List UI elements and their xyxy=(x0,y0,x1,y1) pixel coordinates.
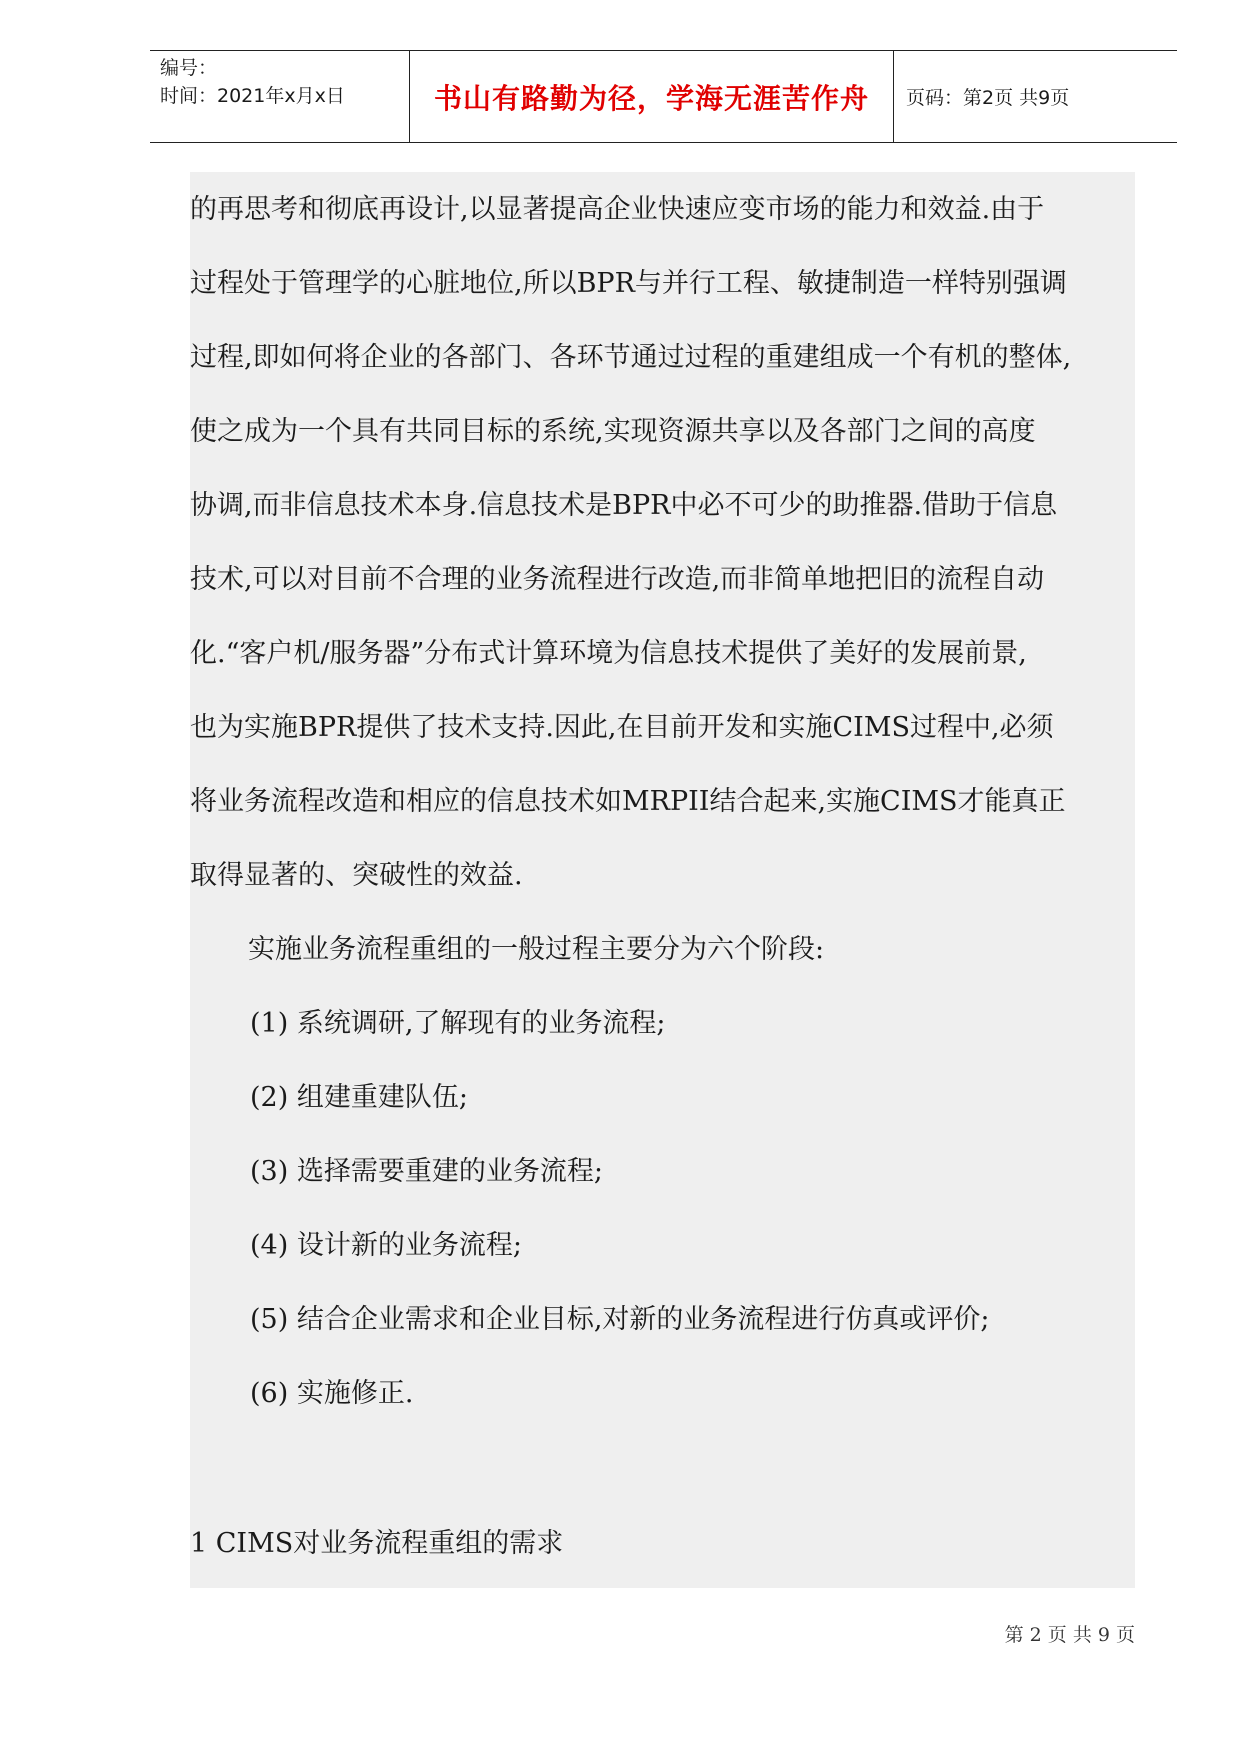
header-meta xyxy=(150,51,410,142)
step-item: (4) 设计新的业务流程; xyxy=(250,1230,522,1261)
paragraph-line: 技术,可以对目前不合理的业务流程进行改造,而非简单地把旧的流程自动 xyxy=(190,564,1045,595)
time-label: 时间：2021年x月x日 xyxy=(160,85,345,107)
step-item: (2) 组建重建队伍; xyxy=(250,1082,468,1113)
number-label: 编号： xyxy=(160,57,218,79)
paragraph-line: 也为实施BPR提供了技术支持.因此,在目前开发和实施CIMS过程中,必须 xyxy=(190,712,1054,743)
paragraph-line: 过程,即如何将企业的各部门、各环节通过过程的重建组成一个有机的整体, xyxy=(190,342,1072,373)
step-item: (5) 结合企业需求和企业目标,对新的业务流程进行仿真或评价; xyxy=(250,1304,990,1335)
paragraph-line: 化.“客户机/服务器”分布式计算环境为信息技术提供了美好的发展前景, xyxy=(190,638,1027,669)
paragraph-line: 的再思考和彻底再设计,以显著提高企业快速应变市场的能力和效益.由于 xyxy=(190,194,1045,225)
header-page-info: 页码：第2页 共9页 xyxy=(906,87,1070,109)
paragraph-line: 使之成为一个具有共同目标的系统,实现资源共享以及各部门之间的高度 xyxy=(190,416,1036,447)
step-item: (1) 系统调研,了解现有的业务流程; xyxy=(250,1008,666,1039)
steps-intro: 实施业务流程重组的一般过程主要分为六个阶段: xyxy=(248,934,825,965)
paragraph-line: 过程处于管理学的心脏地位,所以BPR与并行工程、敏捷制造一样特别强调 xyxy=(190,268,1067,299)
paragraph-line: 将业务流程改造和相应的信息技术如MRPII结合起来,实施CIMS才能真正 xyxy=(190,786,1066,817)
header-motto: 书山有路勤为径，学海无涯苦作舟 xyxy=(410,51,894,142)
paragraph-line: 协调,而非信息技术本身.信息技术是BPR中必不可少的助推器.借助于信息 xyxy=(190,490,1058,521)
page-header xyxy=(150,50,1177,143)
paragraph-line: 取得显著的、突破性的效益. xyxy=(190,860,523,891)
section-heading: 1 CIMS对业务流程重组的需求 xyxy=(190,1528,564,1559)
step-item: (6) 实施修正. xyxy=(250,1378,414,1409)
step-item: (3) 选择需要重建的业务流程; xyxy=(250,1156,603,1187)
page-footer: 第 2 页 共 9 页 xyxy=(1004,1624,1135,1646)
